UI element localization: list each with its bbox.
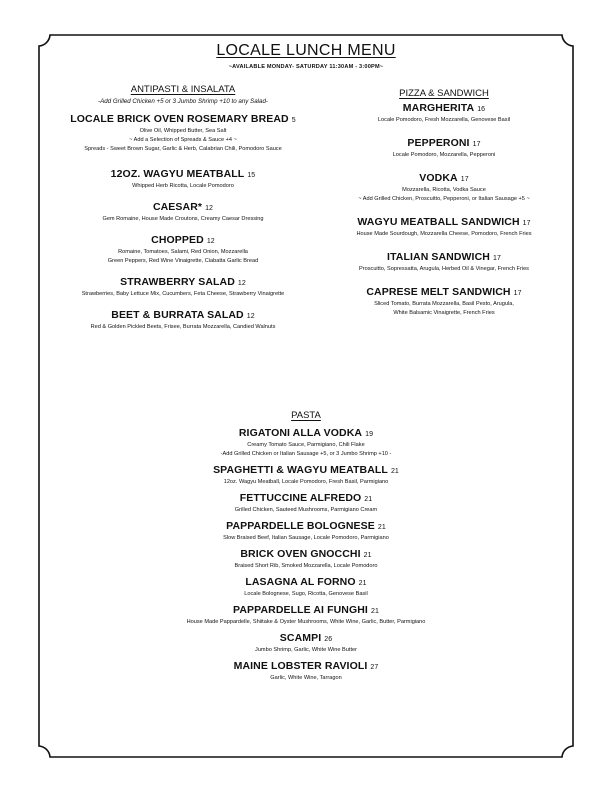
item-description: Sliced Tomato, Burrata Mozzarella, Basil Pesto, Arugula, — [374, 301, 514, 307]
item-name: BRICK OVEN GNOCCHI — [240, 548, 361, 560]
menu-hours: ~AVAILABLE MONDAY- SATURDAY 11:30AM - 3:00PM~ — [228, 64, 384, 70]
item-price: 12 — [246, 313, 255, 320]
item-name: STRAWBERRY SALAD — [120, 276, 235, 288]
menu-item-fettuccine-alfredo — [100, 492, 512, 515]
item-price: 17 — [522, 220, 531, 227]
item-description: Locale Pomodoro, Fresh Mozzarella, Genovese Basil — [377, 117, 511, 123]
item-name: PAPPARDELLE BOLOGNESE — [226, 520, 375, 532]
item-name: SCAMPI — [279, 632, 322, 644]
item-description: Green Peppers, Red Wine Vinaigrette, Ciabatta Garlic Bread — [107, 258, 259, 264]
menu-item-beet-burrata — [52, 309, 314, 332]
item-price: 17 — [472, 141, 481, 148]
item-name: MARGHERITA — [402, 102, 475, 114]
item-name: MAINE LOBSTER RAVIOLI — [233, 660, 368, 672]
item-name: LASAGNA AL FORNO — [245, 576, 356, 588]
pasta-section — [100, 410, 512, 683]
item-description: House Made Pappardelle, Shiitake & Oyster Mushrooms, White Wine, Garlic, Butter, Parmigiano — [186, 619, 426, 625]
item-addon: ~ Add a Selection of Spreads & Sauce +4 ~ — [129, 137, 237, 143]
menu-item-pappardelle-bolognese — [100, 520, 512, 543]
item-description: Locale Bolognese, Sugo, Ricotta, Genovese Basil — [244, 591, 368, 597]
item-price: 5 — [291, 117, 296, 124]
menu-item-wagyu-sandwich — [322, 216, 566, 239]
item-description: Whipped Herb Ricotta, Locale Pomodoro — [132, 183, 234, 189]
item-price: 21 — [377, 524, 386, 531]
item-description: Slow Braised Beef, Italian Sausage, Locale Pomodoro, Parmigiano — [223, 535, 389, 541]
pizza-section — [322, 88, 566, 318]
menu-item-caesar — [52, 201, 314, 224]
item-price: 21 — [370, 608, 379, 615]
item-description: Jumbo Shrimp, Garlic, White Wine Butter — [255, 647, 357, 653]
item-description: Locale Pomodoro, Mozzarella, Pepperoni — [392, 152, 496, 158]
item-price: 16 — [477, 106, 486, 113]
item-description: Spreads - Sweet Brown Sugar, Garlic & Herb, Calabrian Chili, Pomodoro Sauce — [84, 146, 282, 152]
item-price: 26 — [324, 636, 333, 643]
item-price: 21 — [363, 552, 372, 559]
menu-item-lobster-ravioli — [100, 660, 512, 683]
item-description: Mozzarella, Ricotta, Vodka Sauce — [402, 187, 486, 193]
item-price: 15 — [247, 172, 256, 179]
item-price: 21 — [364, 496, 373, 503]
menu-item-vodka-pizza — [322, 172, 566, 204]
item-name: CHOPPED — [151, 234, 204, 246]
item-description: 12oz. Wagyu Meatball, Locale Pomodoro, Fresh Basil, Parmigiano — [223, 479, 389, 485]
menu-title: LOCALE LUNCH MENU — [216, 42, 396, 59]
item-name: WAGYU MEATBALL SANDWICH — [357, 216, 520, 228]
item-price: 17 — [460, 176, 469, 183]
item-name: CAPRESE MELT SANDWICH — [366, 286, 511, 298]
pasta-heading: PASTA — [291, 410, 321, 421]
menu-item-caprese-melt — [322, 286, 566, 318]
antipasti-heading: ANTIPASTI & INSALATA — [130, 84, 236, 95]
item-description: House Made Sourdough, Mozzarella Cheese, Pomodoro, French Fries — [356, 231, 532, 237]
item-price: 12 — [205, 205, 214, 212]
menu-item-lasagna — [100, 576, 512, 599]
item-name: PEPPERONI — [407, 137, 470, 149]
item-name: SPAGHETTI & WAGYU MEATBALL — [213, 464, 388, 476]
item-name: BEET & BURRATA SALAD — [111, 309, 244, 321]
menu-item-scampi — [100, 632, 512, 655]
item-description: Creamy Tomato Sauce, Parmigiano, Chili Flake — [247, 442, 365, 448]
item-name: ITALIAN SANDWICH — [387, 251, 490, 263]
item-name: CAESAR* — [152, 201, 203, 213]
item-name: RIGATONI ALLA VODKA — [238, 427, 363, 439]
item-price: 19 — [365, 431, 374, 438]
antipasti-section — [52, 84, 314, 332]
item-description: Grilled Chicken, Sauteed Mushrooms, Parmigiano Cream — [234, 507, 378, 513]
menu-item-gnocchi — [100, 548, 512, 571]
item-price: 21 — [390, 468, 399, 475]
pizza-heading: PIZZA & SANDWICH — [399, 88, 489, 99]
item-description: Garlic, White Wine, Tarragon — [270, 675, 342, 681]
item-name: 12OZ. WAGYU MEATBALL — [110, 168, 245, 180]
item-price: 12 — [206, 238, 215, 245]
menu-item-wagyu-meatball — [52, 168, 314, 191]
item-description: White Balsamic Vinaigrette, French Fries — [393, 310, 495, 316]
item-description: Strawberries, Baby Lettuce Mix, Cucumbers, Feta Cheese, Strawberry Vinaigrette — [81, 291, 285, 297]
item-name: FETTUCCINE ALFREDO — [239, 492, 362, 504]
item-description: Romaine, Tomatoes, Salami, Red Onion, Mozzarella — [118, 249, 248, 255]
item-description: Olive Oil, Whipped Butter, Sea Salt — [139, 128, 227, 134]
item-price: 21 — [358, 580, 367, 587]
item-price: 17 — [513, 290, 522, 297]
item-description: Gem Romaine, House Made Croutons, Creamy Caesar Dressing — [102, 216, 264, 222]
item-price: 27 — [370, 664, 379, 671]
menu-item-strawberry-salad — [52, 276, 314, 299]
item-description: Braised Short Rib, Smoked Mozzarella, Locale Pomodoro — [234, 563, 378, 569]
item-name: LOCALE BRICK OVEN ROSEMARY BREAD — [70, 113, 289, 125]
item-description: Red & Golden Pickled Beets, Frisee, Burrata Mozzarella, Candied Walnuts — [90, 324, 276, 330]
menu-item-italian-sandwich — [322, 251, 566, 274]
item-addon: ~ Add Grilled Chicken, Proscuitto, Pepperoni, or Italian Sausage +5 ~ — [358, 196, 530, 202]
menu-item-pappardelle-funghi — [100, 604, 512, 627]
menu-item-margherita — [322, 102, 566, 125]
item-description: Proscuitto, Sopressatta, Arugula, Herbed Oil & Vinegar, French Fries — [359, 266, 529, 272]
menu-item-rosemary-bread — [52, 113, 314, 154]
menu-item-rigatoni — [100, 427, 512, 459]
antipasti-note: -Add Grilled Chicken +5 or 3 Jumbo Shrimp +10 to any Salad- — [98, 98, 268, 105]
item-name: PAPPARDELLE AI FUNGHI — [233, 604, 368, 616]
item-addon: -Add Grilled Chicken or Italian Sausage +5, or 3 Jumbo Shrimp +10 - — [220, 451, 392, 457]
menu-item-pepperoni — [322, 137, 566, 160]
item-price: 17 — [492, 255, 501, 262]
item-price: 12 — [237, 280, 246, 287]
menu-item-spaghetti-meatball — [100, 464, 512, 487]
menu-item-chopped — [52, 234, 314, 266]
item-name: VODKA — [419, 172, 458, 184]
